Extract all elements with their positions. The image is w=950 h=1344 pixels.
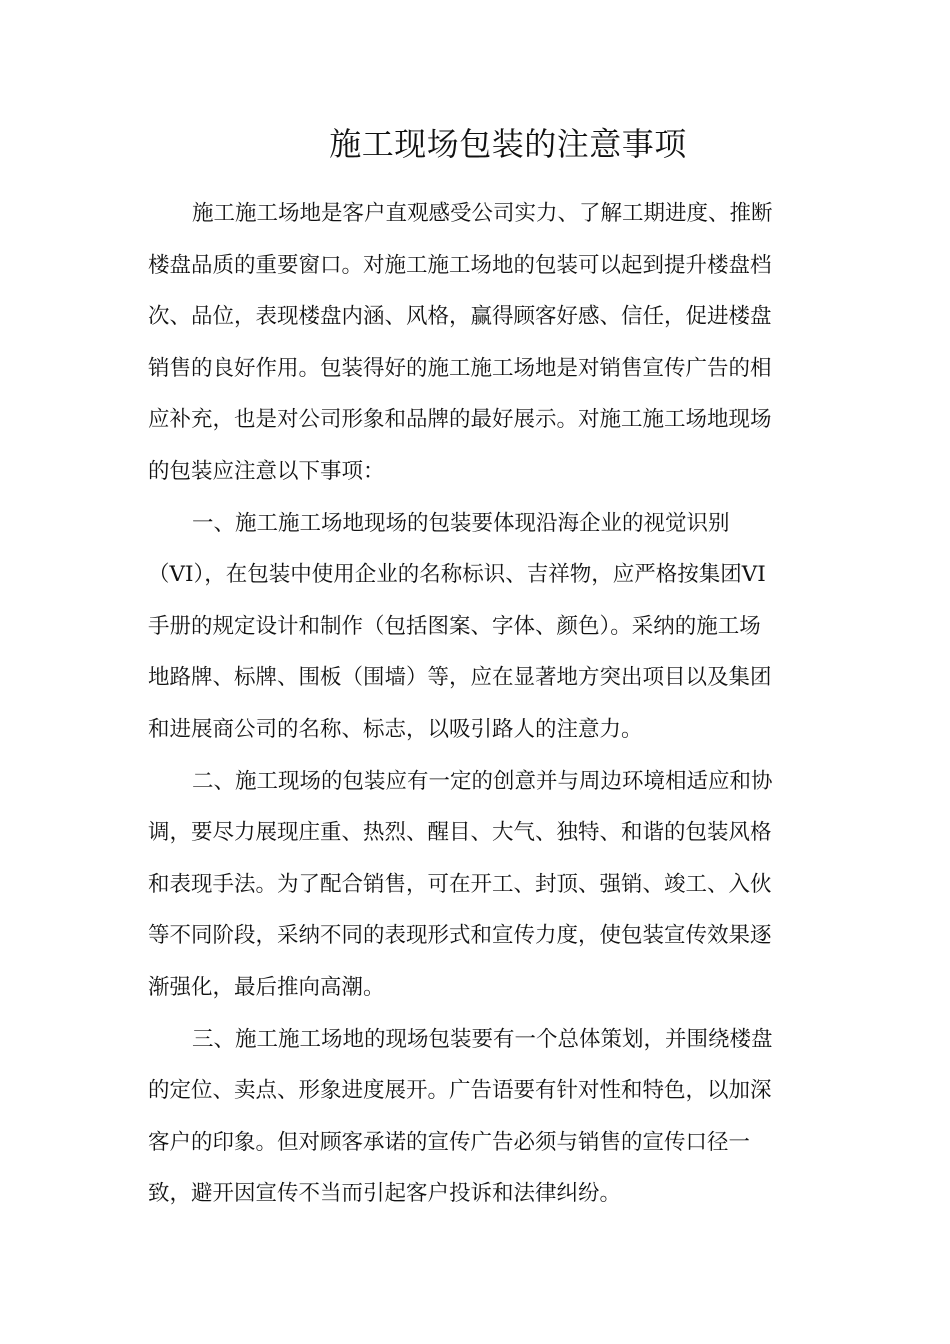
text-line: 的定位、卖点、形象进度展开。广告语要有针对性和特色，以加深: [148, 1078, 772, 1104]
text-line: 三、施工施工场地的现场包装要有一个总体策划，并围绕楼盘: [192, 1026, 773, 1052]
text-line: （VI），在包装中使用企业的名称标识、吉祥物，应严格按集团VI: [148, 562, 766, 588]
text-line: 客户的印象。但对顾客承诺的宣传广告必须与销售的宣传口径一: [148, 1129, 751, 1155]
text-line: 调，要尽力展现庄重、热烈、醒目、大气、独特、和谐的包装风格: [148, 820, 772, 846]
text-line: 应补充，也是对公司形象和品牌的最好展示。对施工施工场地现场: [148, 407, 772, 433]
text-line: 渐强化，最后推向高潮。: [148, 974, 385, 1000]
text-line: 和进展商公司的名称、标志，以吸引路人的注意力。: [148, 716, 643, 742]
paragraph-item-3: [148, 1014, 800, 1220]
text-line: 楼盘品质的重要窗口。对施工施工场地的包装可以起到提升楼盘档: [148, 252, 772, 278]
text-line: 销售的良好作用。包装得好的施工施工场地是对销售宣传广告的相: [148, 355, 772, 381]
paragraph-intro: [148, 188, 800, 498]
text-line: 致，避开因宣传不当而引起客户投诉和法律纠纷。: [148, 1181, 622, 1207]
paragraph-item-1: [148, 498, 800, 756]
text-line: 手册的规定设计和制作（包括图案、字体、颜色）。采纳的施工场: [148, 613, 761, 639]
text-line: 二、施工现场的包装应有一定的创意并与周边环境相适应和协: [192, 768, 773, 794]
text-line: 和表现手法。为了配合销售，可在开工、封顶、强销、竣工、入伙: [148, 871, 772, 897]
document-title: 施工现场包装的注意事项: [329, 125, 687, 163]
text-line: 的包装应注意以下事项：: [148, 458, 385, 484]
text-line: 地路牌、标牌、围板（围墙）等，应在显著地方突出项目以及集团: [148, 665, 772, 691]
paragraph-item-2: [148, 756, 800, 1014]
text-line: 次、品位，表现楼盘内涵、风格，赢得顾客好感、信任，促进楼盘: [148, 304, 772, 330]
text-line: 施工施工场地是客户直观感受公司实力、了解工期进度、推断: [192, 201, 773, 226]
document-body: [148, 188, 800, 1220]
text-line: 一、施工施工场地现场的包装要体现沿海企业的视觉识别: [192, 510, 730, 536]
text-line: 等不同阶段，采纳不同的表现形式和宣传力度，使包装宣传效果逐: [148, 923, 772, 949]
